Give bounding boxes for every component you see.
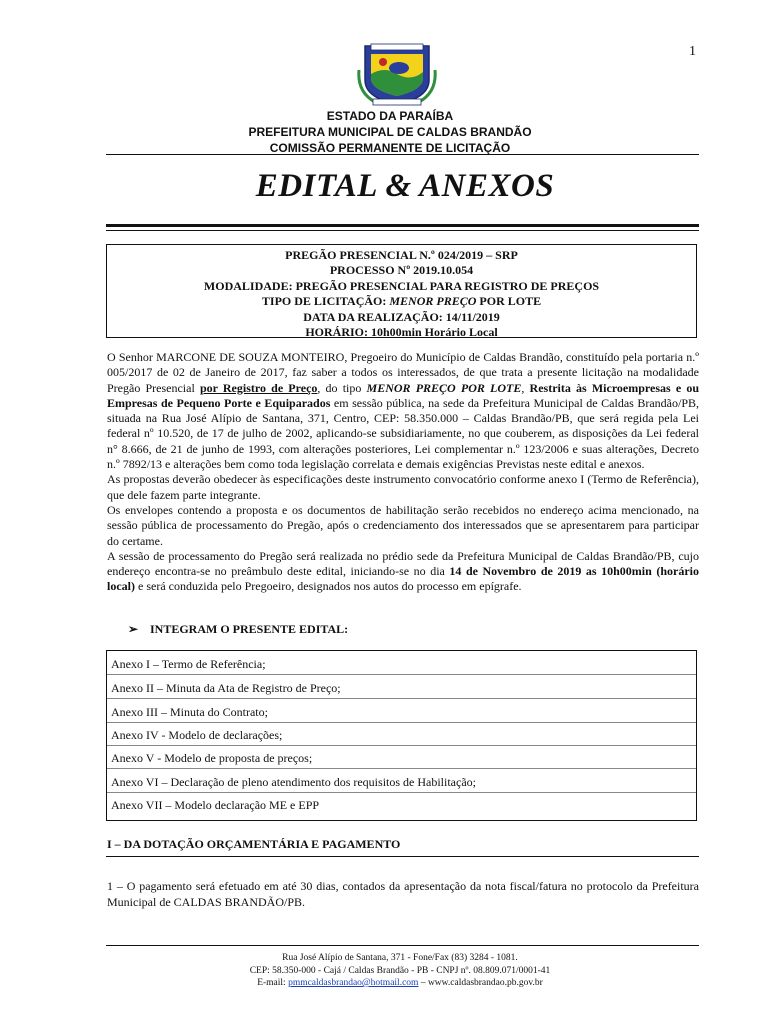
annex-item: Anexo IV - Modelo de declarações;: [107, 724, 696, 746]
annex-item: Anexo I – Termo de Referência;: [107, 653, 696, 675]
arrow-bullet-icon: ➢: [128, 622, 139, 636]
footer-divider: [106, 945, 699, 946]
header-prefeitura: PREFEITURA MUNICIPAL DE CALDAS BRANDÃO: [248, 125, 532, 139]
header-divider: [106, 154, 699, 155]
annex-list: [106, 650, 697, 821]
title-divider: [106, 224, 699, 227]
footer-address: Rua José Alípio de Santana, 371 - Fone/Fax (83) 3284 - 1081.: [282, 953, 518, 963]
integram-heading: ➢ INTEGRAM O PRESENTE EDITAL:: [128, 622, 349, 636]
header-state: ESTADO DA PARAÍBA: [326, 109, 454, 123]
annex-item: Anexo II – Minuta da Ata de Registro de Preço;: [107, 677, 696, 699]
document-header: [0, 108, 770, 156]
footer-contact: E-mail: pmmcaldasbrandao@hotmail.com – www.caldasbrandao.pb.gov.br: [257, 978, 543, 988]
process-info-box: [106, 244, 697, 338]
header-comissao: COMISSÃO PERMANENTE DE LICITAÇÃO: [269, 141, 511, 155]
info-processo: PROCESSO Nº 2019.10.054: [329, 263, 474, 278]
section-heading-dotacao: I – DA DOTAÇÃO ORÇAMENTÁRIA E PAGAMENTO: [107, 837, 401, 851]
title-divider-thin: [106, 230, 699, 231]
section-divider: [106, 856, 699, 857]
annex-item: Anexo VII – Modelo declaração ME e EPP: [111, 798, 320, 812]
info-pregao: PREGÃO PRESENCIAL N.º 024/2019 – SRP: [285, 248, 518, 262]
info-modalidade: MODALIDADE: PREGÃO PRESENCIAL PARA REGISTRO DE PREÇOS: [203, 278, 600, 293]
edital-body: [107, 350, 699, 595]
page-footer: [0, 952, 770, 990]
paragraph-envelopes: Os envelopes contendo a proposta e os documentos de habilitação serão recebidos no endereço acima mencionado, na sessão pública de processamento do Pregão, após o credenciamento dos interessados que se apresentarem para participar do certame.: [107, 502, 699, 548]
paragraph-pagamento: 1 – O pagamento será efetuado em até 30 dias, contados da apresentação da nota fiscal/fatura no protocolo da Prefeitura Municipal de CALDAS BRANDÃO/PB.: [107, 879, 699, 909]
footer-cep-cnpj: CEP: 58.350-000 - Cajá / Caldas Brandão - PB - CNPJ nº. 08.809.071/0001-41: [249, 965, 551, 976]
municipal-seal-logo: [355, 40, 439, 108]
info-horario: HORÁRIO: 10h00min Horário Local: [305, 325, 498, 340]
paragraph-sessao: A sessão de processamento do Pregão será realizada no prédio sede da Prefeitura Municipal de Caldas Brandão/PB, cujo endereço encontra-se no preâmbulo deste edital, iniciando-se no dia 14 de Novembro de 2019 as 10h00min (horário local) e será conduzida pelo Pregoeiro, designados nos autos do processo em epígrafe.: [107, 548, 699, 594]
annex-item: Anexo V - Modelo de proposta de preços;: [107, 747, 696, 769]
annex-item: Anexo III – Minuta do Contrato;: [107, 701, 696, 723]
paragraph-propostas: As propostas deverão obedecer às especificações deste instrumento convocatório conforme anexo I (Termo de Referência), que dele fazem parte integrante.: [107, 472, 699, 502]
paragraph-intro: O Senhor MARCONE DE SOUZA MONTEIRO, Pregoeiro do Município de Caldas Brandão, constituído pela portaria n.º 005/2017 de 02 de Janeiro de 2017, faz saber a todos os interessados, de que trata a presente licitação na modalidade Pregão Presencial por Registro de Preço, do tipo MENOR PREÇO POR LOTE, Restrita às Microempresas e ou Empresas de Pequeno Porte e Equiparados em sessão pública, na sede da Prefeitura Municipal de Caldas Brandão/PB, situada na Rua José Alípio de Santana, 371, Centro, CEP: 58.350.000 – Caldas Brandão/PB, que será regida pela Lei federal nº 10.520, de 17 de julho de 2002, aplicando-se subsidiariamente, no que couberem, as disposições da Lei federal n° 8.666, de 21 de junho de 1993, com alterações posteriores, Lei complementar n.º 123/2006 e suas alterações, Decreto n.º 7892/13 e alterações bem como toda legislação correlata e demais exigências Previstas neste edital e anexos.: [107, 350, 700, 472]
annex-item: Anexo VI – Declaração de pleno atendimento dos requisitos de Habilitação;: [107, 771, 696, 793]
info-tipo: TIPO DE LICITAÇÃO: MENOR PREÇO POR LOTE: [261, 294, 542, 309]
document-title: EDITAL & ANEXOS: [255, 168, 555, 204]
email-link[interactable]: pmmcaldasbrandao@hotmail.com: [288, 978, 419, 988]
page-number: 1: [689, 44, 696, 59]
info-data: DATA DA REALIZAÇÃO: 14/11/2019: [303, 309, 500, 324]
